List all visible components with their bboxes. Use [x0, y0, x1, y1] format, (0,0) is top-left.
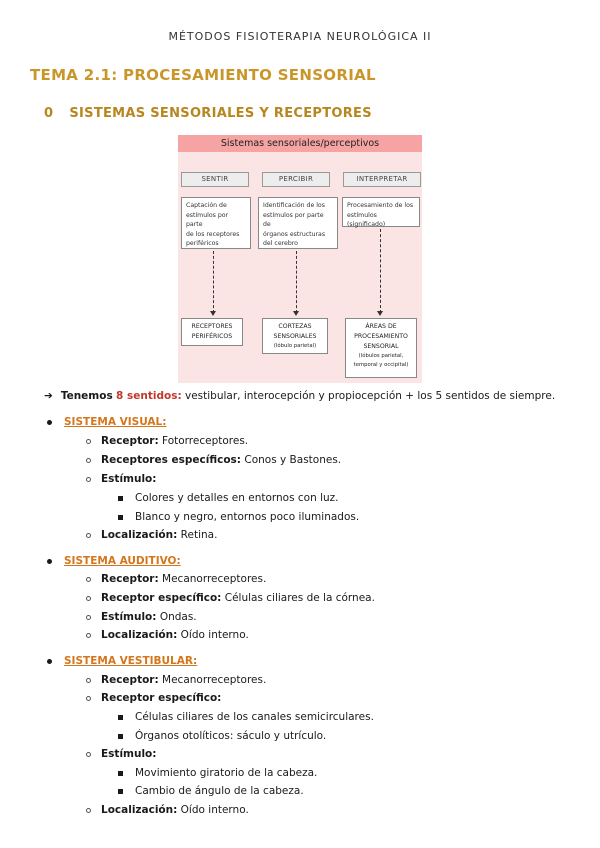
item-value: Mecanorreceptores. [162, 573, 267, 585]
description-interpretar [342, 197, 420, 227]
bullet-icon [47, 420, 52, 425]
item-label: Localización: [101, 529, 178, 541]
document-header: MÉTODOS FISIOTERAPIA NEUROLÓGICA II [168, 30, 432, 43]
item-value: Células ciliares de la córnea. [224, 592, 375, 604]
list-item [86, 804, 249, 816]
list-item [118, 711, 374, 723]
description-line: estímulos por parte de [263, 211, 324, 229]
description-line: Captación de [186, 202, 227, 209]
list-item [86, 674, 266, 686]
item-label: Receptores específicos: [101, 454, 242, 466]
output-line: RECEPTORES [191, 323, 233, 330]
output-note: (lóbulo parietal) [273, 342, 317, 349]
output-note: (lóbulos parietal, temporal y occipital) [353, 352, 409, 368]
list-item [86, 611, 197, 623]
output-line: PERIFÉRICOS [191, 332, 233, 340]
item-label: Estímulo: [101, 748, 157, 760]
circle-bullet-icon [86, 477, 91, 482]
bullet-icon [47, 659, 52, 664]
system-vestibular-heading [47, 655, 197, 667]
description-line: del cerebro [263, 240, 298, 248]
category-interpretar: INTERPRETAR [343, 172, 421, 187]
section-number: 0 [44, 106, 54, 121]
list-item [86, 435, 248, 447]
circle-bullet-icon [86, 596, 91, 601]
output-line: SENSORIAL [363, 342, 399, 350]
item-label: Estímulo: [101, 611, 157, 623]
description-line: de los receptores [186, 230, 240, 238]
output-line: PROCESAMIENTO [354, 332, 408, 340]
list-item [86, 629, 249, 641]
category-sentir: SENTIR [181, 172, 249, 187]
item-value: Órganos otolíticos: sáculo y utrículo. [135, 730, 327, 742]
description-line: órganos estructuras [263, 230, 326, 238]
description-percibir [258, 197, 338, 249]
intro-highlight: 8 sentidos: [116, 390, 182, 402]
item-label: Receptor: [101, 435, 159, 447]
arrow-percibir [296, 251, 297, 313]
circle-bullet-icon [86, 615, 91, 620]
circle-bullet-icon [86, 752, 91, 757]
item-label: Localización: [101, 629, 178, 641]
circle-bullet-icon [86, 533, 91, 538]
square-bullet-icon [118, 515, 123, 520]
description-line: estímulos por parte [186, 211, 229, 229]
system-auditivo-heading [47, 555, 181, 567]
arrow-right-icon: ➔ [44, 390, 53, 402]
list-item [86, 592, 375, 604]
intro-line [44, 390, 555, 402]
item-value: Células ciliares de los canales semicirculares. [135, 711, 374, 723]
category-percibir: PERCIBIR [262, 172, 330, 187]
square-bullet-icon [118, 771, 123, 776]
item-label: Receptor específico: [101, 592, 222, 604]
section-title-text: SISTEMAS SENSORIALES Y RECEPTORES [69, 106, 372, 121]
description-sentir [181, 197, 251, 249]
list-item [118, 785, 304, 797]
page-title: TEMA 2.1: PROCESAMIENTO SENSORIAL [30, 66, 376, 84]
list-item [118, 730, 326, 742]
item-value: Conos y Bastones. [244, 454, 342, 466]
square-bullet-icon [118, 789, 123, 794]
system-label: SISTEMA AUDITIVO: [64, 555, 181, 567]
item-label: Localización: [101, 804, 178, 816]
arrowhead-icon [293, 311, 299, 316]
item-value: Movimiento giratorio de la cabeza. [135, 767, 318, 779]
list-item [86, 748, 156, 760]
item-value: Cambio de ángulo de la cabeza. [135, 785, 304, 797]
list-item [118, 511, 359, 523]
item-label: Receptor: [101, 573, 159, 585]
output-line: CORTEZAS [278, 323, 312, 330]
list-item [118, 767, 317, 779]
item-value: Colores y detalles en entornos con luz. [135, 492, 339, 504]
square-bullet-icon [118, 715, 123, 720]
item-value: Blanco y negro, entornos poco iluminados. [135, 511, 360, 523]
system-visual-heading [47, 416, 166, 428]
arrowhead-icon [377, 311, 383, 316]
intro-lead: Tenemos [60, 390, 113, 402]
square-bullet-icon [118, 734, 123, 739]
description-line: Procesamiento de los [347, 202, 414, 209]
item-label: Estímulo: [101, 473, 157, 485]
arrowhead-icon [210, 311, 216, 316]
output-cortezas [262, 318, 328, 354]
description-line: Identificación de los [263, 202, 325, 209]
item-value: Fotorreceptores. [162, 435, 249, 447]
circle-bullet-icon [86, 458, 91, 463]
item-label: Receptor específico: [101, 692, 222, 704]
square-bullet-icon [118, 496, 123, 501]
item-value: Oído interno. [180, 629, 249, 641]
circle-bullet-icon [86, 439, 91, 444]
list-item [86, 454, 341, 466]
list-item [86, 473, 156, 485]
circle-bullet-icon [86, 678, 91, 683]
item-label: Receptor: [101, 674, 159, 686]
item-value: Mecanorreceptores. [162, 674, 267, 686]
list-item [86, 573, 266, 585]
description-line: estímulos (significado) [347, 211, 386, 229]
circle-bullet-icon [86, 577, 91, 582]
section-title [44, 106, 372, 121]
output-areas [345, 318, 417, 378]
circle-bullet-icon [86, 633, 91, 638]
item-value: Ondas. [159, 611, 197, 623]
arrow-sentir [213, 251, 214, 313]
intro-rest: vestibular, interocepción y propiocepción + los 5 sentidos de siempre. [185, 390, 556, 402]
bullet-icon [47, 559, 52, 564]
list-item [118, 492, 339, 504]
system-label: SISTEMA VESTIBULAR: [64, 655, 198, 667]
arrow-interpretar [380, 229, 381, 313]
list-item [86, 529, 217, 541]
circle-bullet-icon [86, 696, 91, 701]
item-value: Retina. [180, 529, 218, 541]
sensory-systems-diagram [178, 135, 422, 383]
item-value: Oído interno. [180, 804, 249, 816]
output-receptores [181, 318, 243, 346]
system-label: SISTEMA VISUAL: [64, 416, 167, 428]
diagram-title: Sistemas sensoriales/perceptivos [178, 135, 422, 152]
output-line: SENSORIALES [273, 332, 317, 340]
list-item [86, 692, 221, 704]
description-line: periféricos [186, 240, 219, 248]
circle-bullet-icon [86, 808, 91, 813]
output-line: ÁREAS DE [365, 323, 397, 330]
